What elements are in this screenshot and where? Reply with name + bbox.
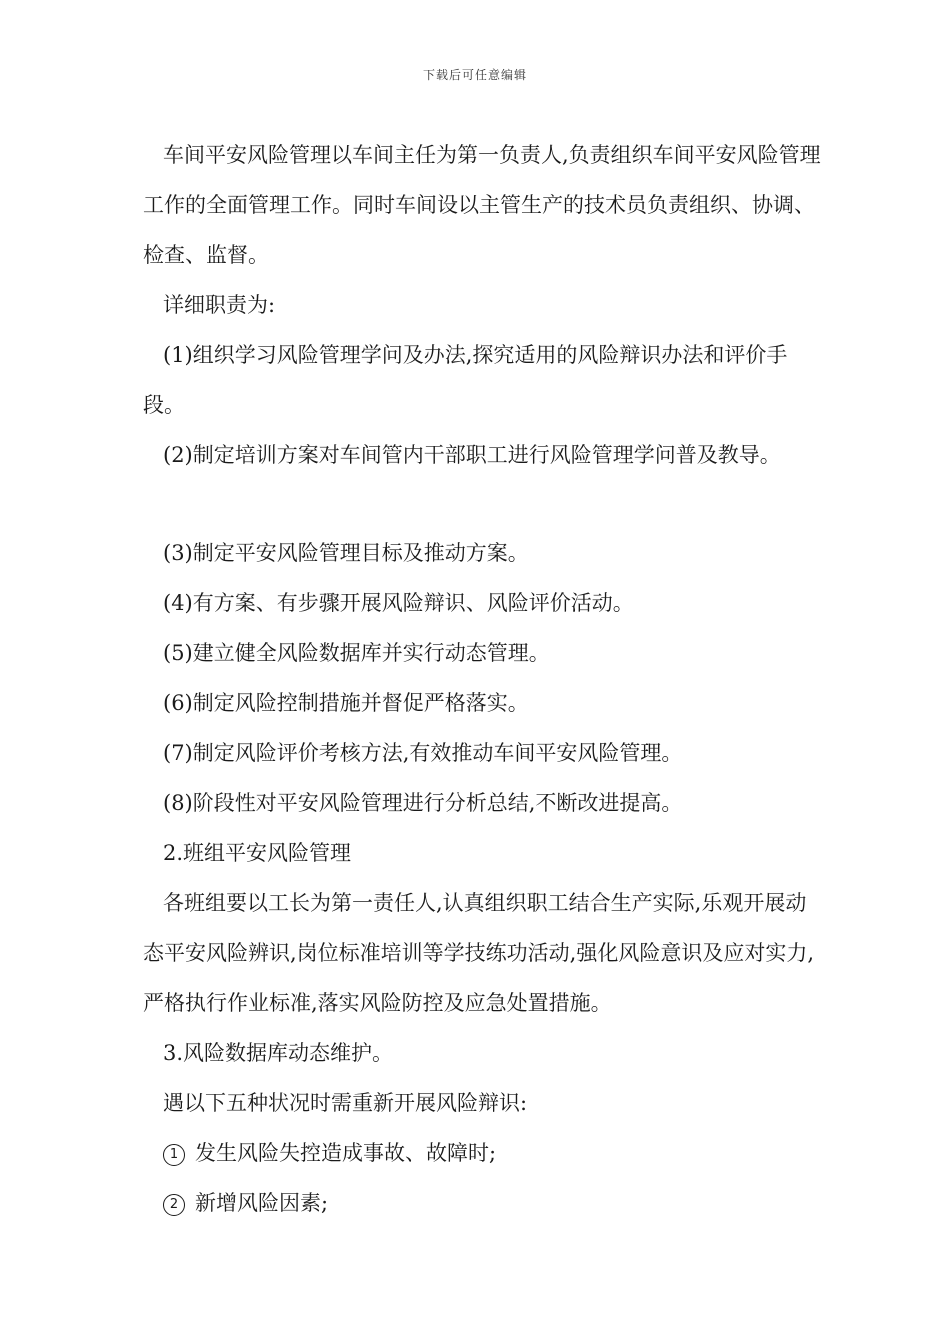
duty-item-5: (5)建立健全风险数据库并实行动态管理。: [163, 641, 550, 665]
blank-line: [143, 480, 823, 528]
page-header-note: 下载后可任意编辑: [422, 68, 527, 82]
document-body: [143, 130, 823, 1228]
circled-item-text: 发生风险失控造成事故、故障时;: [195, 1141, 497, 1165]
circled-number-marker: 2: [163, 1194, 185, 1216]
section-2-title: 2.班组平安风险管理: [163, 841, 352, 865]
duty-item-3: (3)制定平安风险管理目标及推动方案。: [163, 541, 529, 565]
circled-list-item: [143, 1128, 823, 1178]
duty-item-8: (8)阶段性对平安风险管理进行分析总结,不断改进提高。: [163, 791, 683, 815]
section-2-body: 各班组要以工长为第一责任人,认真组织职工结合生产实际,乐观开展动态平安风险辨识,岗位标准培训等学技练功活动,强化风险意识及应对实力,严格执行作业标准,落实风险防控及应急处置措施。: [143, 891, 815, 1015]
section-3-title: 3.风险数据库动态维护。: [163, 1041, 394, 1065]
circled-list-item: [143, 1178, 823, 1228]
duty-item-6: (6)制定风险控制措施并督促严格落实。: [163, 691, 529, 715]
section-3-intro: 遇以下五种状况时需重新开展风险辩识:: [163, 1091, 528, 1115]
duty-item-4: (4)有方案、有步骤开展风险辩识、风险评价活动。: [163, 591, 634, 615]
duty-item-2: (2)制定培训方案对车间管内干部职工进行风险管理学问普及教导。: [163, 443, 781, 467]
circled-item-text: 新增风险因素;: [195, 1191, 329, 1215]
paragraph-duties-heading: 详细职责为:: [163, 293, 276, 317]
duty-item-7: (7)制定风险评价考核方法,有效推动车间平安风险管理。: [163, 741, 683, 765]
circled-number-marker: 1: [163, 1144, 185, 1166]
duty-item-1: (1)组织学习风险管理学问及办法,探究适用的风险辩识办法和评价手段。: [143, 343, 788, 417]
paragraph-intro: 车间平安风险管理以车间主任为第一负责人,负责组织车间平安风险管理工作的全面管理工作。同时车间设以主管生产的技术员负责组织、协调、检查、监督。: [143, 143, 821, 267]
